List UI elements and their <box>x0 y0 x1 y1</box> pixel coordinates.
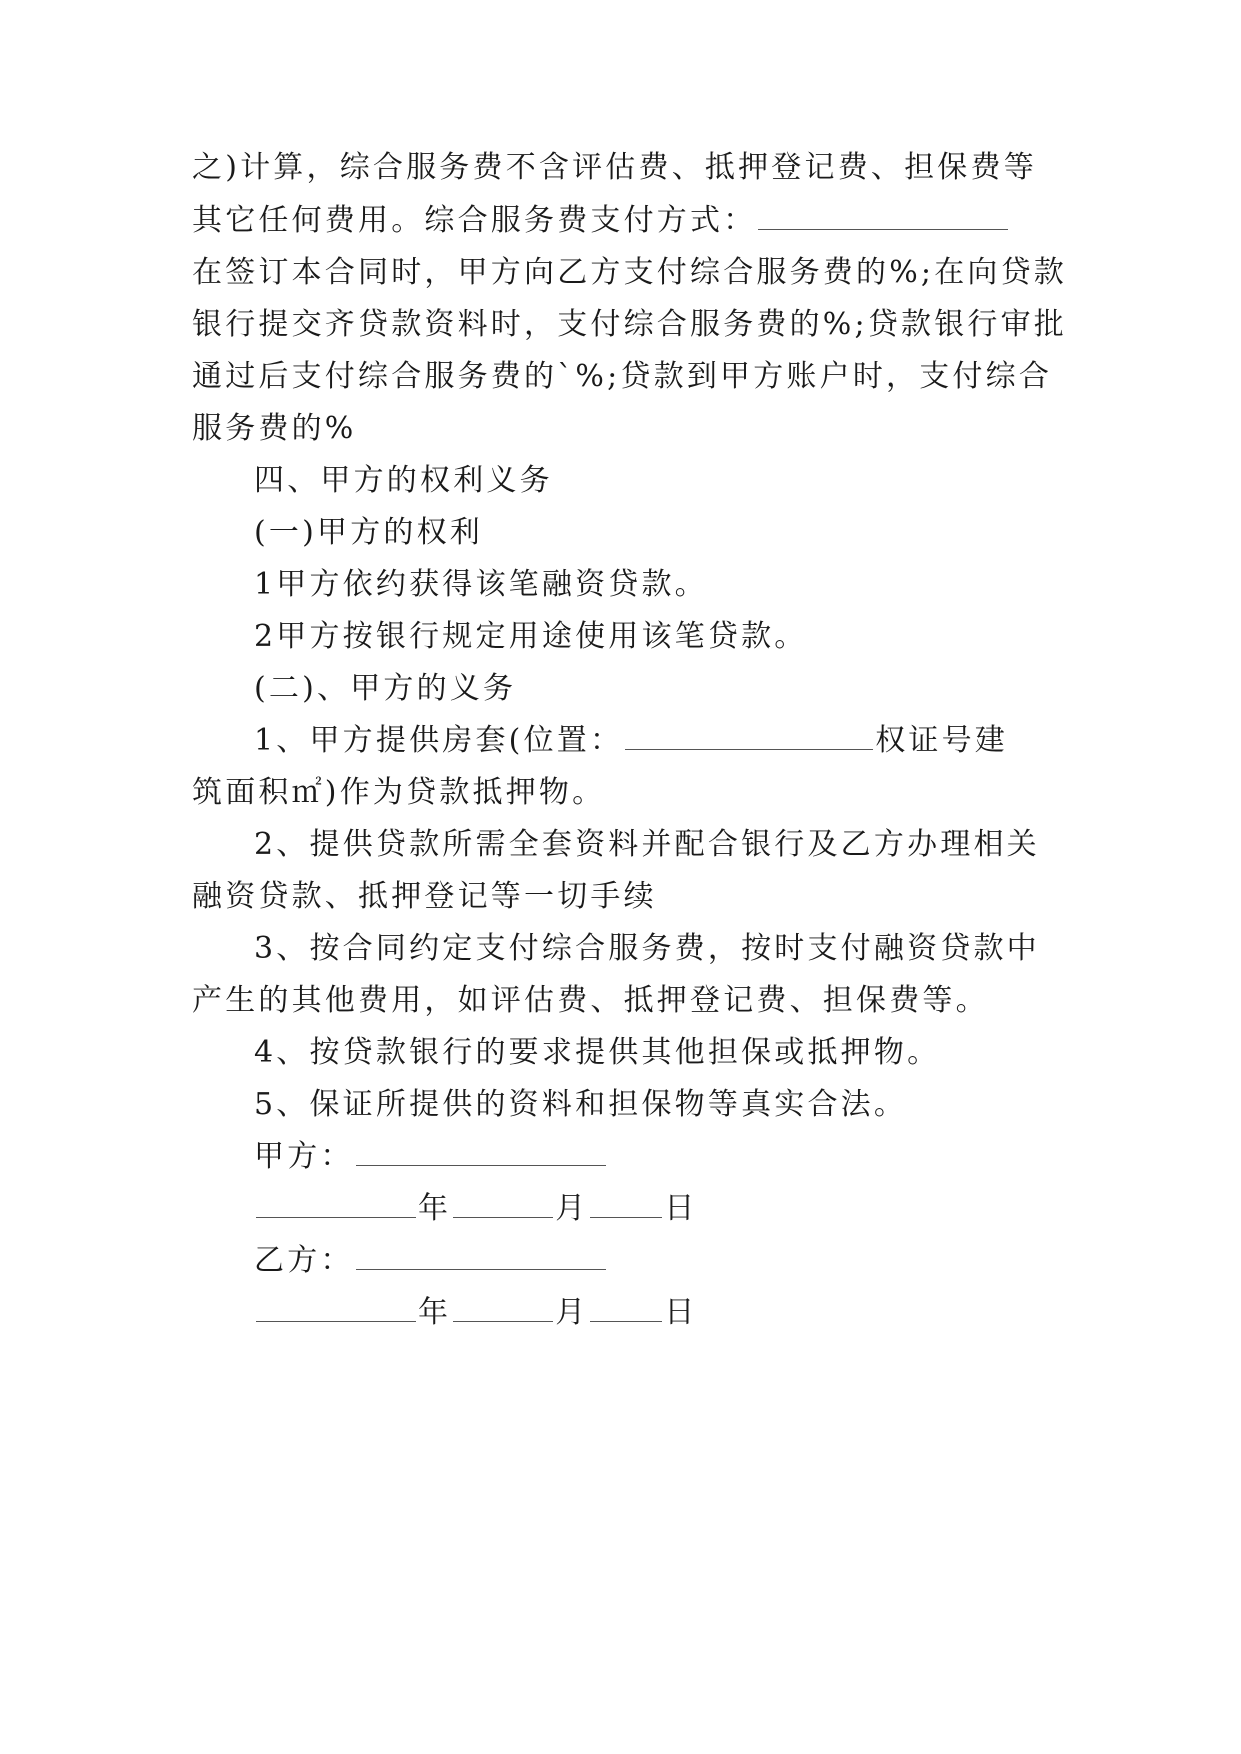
party-b-signature <box>254 1241 1054 1281</box>
year-label: 年 <box>418 1295 452 1330</box>
paragraph-line: 通过后支付综合服务费的`%;贷款到甲方账户时，支付综合 <box>192 359 1053 394</box>
list-item: 1甲方依约获得该笔融资贷款。 <box>254 567 708 602</box>
list-item: 5、保证所提供的资料和担保物等真实合法。 <box>254 1087 908 1122</box>
year-label: 年 <box>418 1191 452 1226</box>
party-a-blank <box>356 1137 606 1166</box>
duty1-text-2: 权证号建 <box>875 723 1009 758</box>
party-b-date <box>254 1293 1054 1333</box>
paragraph-line: 筑面积㎡)作为贷款抵押物。 <box>192 775 606 810</box>
month-blank <box>453 1293 553 1322</box>
month-label: 月 <box>555 1191 589 1226</box>
year-blank <box>256 1189 416 1218</box>
paragraph-line <box>192 201 1052 241</box>
section-heading: 四、甲方的权利义务 <box>254 463 553 498</box>
day-blank <box>590 1189 662 1218</box>
duty1-text: 1、甲方提供房套(位置： <box>254 723 624 758</box>
day-label: 日 <box>664 1191 698 1226</box>
location-blank <box>625 721 873 750</box>
party-a-date <box>254 1189 1054 1229</box>
paragraph-line: 银行提交齐贷款资料时，支付综合服务费的%;贷款银行审批 <box>192 307 1068 342</box>
day-label: 日 <box>664 1295 698 1330</box>
paragraph-line: 在签订本合同时，甲方向乙方支付综合服务费的%;在向贷款 <box>192 255 1068 290</box>
list-item: 2甲方按银行规定用途使用该笔贷款。 <box>254 619 808 654</box>
list-item <box>254 721 1054 761</box>
party-a-signature <box>254 1137 1054 1177</box>
party-b-label: 乙方： <box>254 1243 354 1278</box>
month-label: 月 <box>555 1295 589 1330</box>
subsection-heading: (二)、甲方的义务 <box>254 671 517 706</box>
list-item: 3、按合同约定支付综合服务费，按时支付融资贷款中 <box>254 931 1040 966</box>
list-item: 2、提供贷款所需全套资料并配合银行及乙方办理相关 <box>254 827 1040 862</box>
paragraph-line: 服务费的% <box>192 411 357 446</box>
party-b-blank <box>356 1241 606 1270</box>
month-blank <box>453 1189 553 1218</box>
party-a-label: 甲方： <box>254 1139 354 1174</box>
year-blank <box>256 1293 416 1322</box>
paragraph-line: 融资贷款、抵押登记等一切手续 <box>192 879 657 914</box>
day-blank <box>590 1293 662 1322</box>
subsection-heading: (一)甲方的权利 <box>254 515 484 550</box>
list-item: 4、按贷款银行的要求提供其他担保或抵押物。 <box>254 1035 941 1070</box>
paragraph-line: 产生的其他费用，如评估费、抵押登记费、担保费等。 <box>192 983 989 1018</box>
payment-method-blank <box>758 201 1008 230</box>
payment-method-label: 其它任何费用。综合服务费支付方式： <box>192 203 757 238</box>
paragraph-line: 之)计算，综合服务费不含评估费、抵押登记费、担保费等 <box>192 150 1037 185</box>
